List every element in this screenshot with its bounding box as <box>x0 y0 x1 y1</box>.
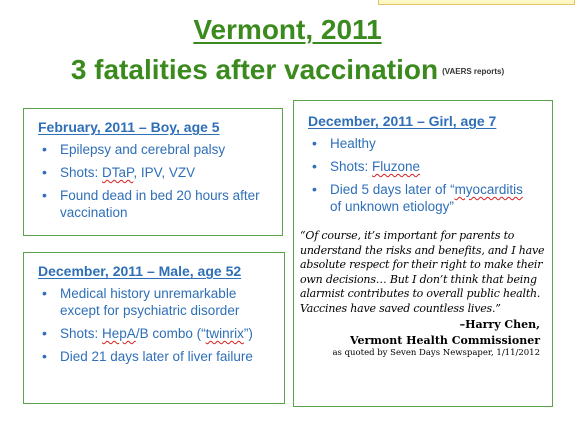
card-title: December, 2011 – Male, age 52 <box>38 263 242 279</box>
subtitle-note: (VAERS reports) <box>442 67 505 77</box>
slide-title: Vermont, 2011 <box>193 14 382 45</box>
list-item: • Medical history unremarkable except for psychiatric disorder <box>38 285 278 319</box>
list-item: • Died 21 days later of liver failure <box>38 348 278 365</box>
bullet-list <box>308 135 532 215</box>
list-item: • Epilepsy and cerebral palsy <box>38 141 270 158</box>
list-item: • Died 5 days later of “myocarditis of unknown etiology” <box>308 181 532 215</box>
card-title: February, 2011 – Boy, age 5 <box>38 119 220 135</box>
commissioner-quote: “Of course, it’s important for parents to understand the risks and benefits, and I have absolute respect for their right to make their own decisions… But I don’t think that being alarmist contributes to overall public health. Vaccines have saved countless lives.” <box>300 229 545 315</box>
slide-subtitle <box>0 54 575 86</box>
case-card-girl <box>293 100 553 407</box>
quote-author: –Harry Chen, <box>459 318 540 331</box>
list-item: • Shots: DTaP, IPV, VZV <box>38 164 270 181</box>
list-item: • Shots: Fluzone <box>308 158 532 175</box>
case-card-male <box>23 252 285 404</box>
list-item: • Found dead in bed 20 hours after vaccination <box>38 187 270 221</box>
bullet-list <box>38 141 270 221</box>
case-card-boy <box>23 108 283 236</box>
subtitle-text: 3 fatalities after vaccination <box>70 54 439 85</box>
quote-source: as quoted by Seven Days Newspaper, 1/11/2012 <box>332 348 540 358</box>
bullet-list <box>38 285 278 365</box>
sticky-note <box>378 0 575 5</box>
quote-author-title: Vermont Health Commissioner <box>349 334 540 347</box>
list-item: • Healthy <box>308 135 532 152</box>
list-item: • Shots: HepA/B combo (“twinrix”) <box>38 325 278 342</box>
card-title: December, 2011 – Girl, age 7 <box>308 113 497 129</box>
